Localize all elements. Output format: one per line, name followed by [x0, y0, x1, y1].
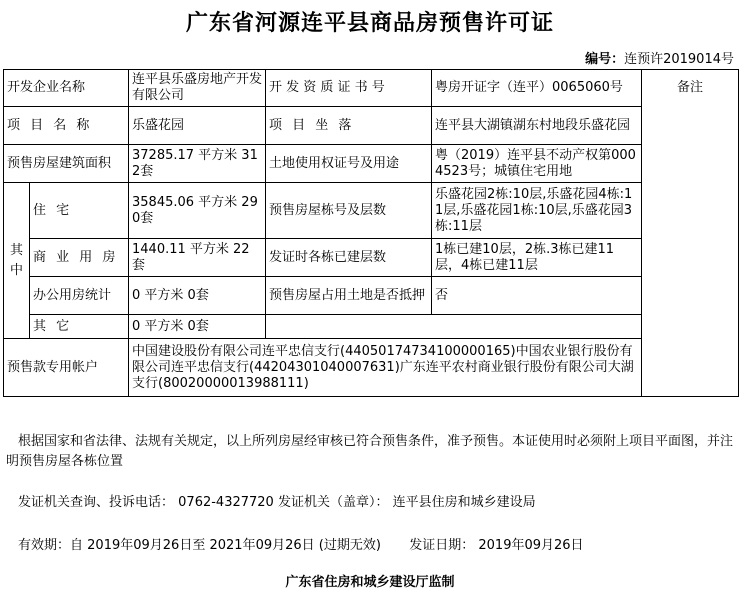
blank-cell	[266, 315, 642, 339]
table-row	[4, 339, 739, 397]
validity-line	[18, 534, 584, 553]
approval-note: 根据国家和省法律、法规有关规定，以上所列房屋经审核已符合预售条件，准予预售。本证使用时必须附上项目平面图，并注明预售房屋各栋位置	[6, 434, 734, 469]
issue-date-value: 2019年09月26日	[478, 538, 584, 553]
validity-label: 有效期：自	[18, 538, 84, 553]
land-cert-value: 粤（2019）连平县不动产权第0004523号；城镇住宅用地	[432, 145, 642, 183]
table-row	[4, 315, 739, 339]
authority-label: 发证机关（盖章）：	[277, 495, 389, 510]
other-label: 其 它	[30, 315, 129, 339]
phone-value: 0762-4327720	[178, 495, 274, 510]
certificate-table	[3, 69, 739, 397]
remark-label: 备注	[642, 70, 739, 397]
commercial-label: 商 业 用 房	[30, 239, 129, 277]
among-text: 其中	[10, 242, 24, 278]
mortgage-label: 预售房屋占用土地是否抵押	[266, 277, 432, 315]
validity-to: 至	[192, 538, 206, 553]
supervision-footer: 广东省住房和城乡建设厅监制	[285, 575, 455, 590]
other-value: 0 平方米 0套	[129, 315, 266, 339]
table-row	[4, 70, 739, 107]
project-location-value: 连平县大湖镇湖东村地段乐盛花园	[432, 107, 642, 145]
commercial-value: 1440.11 平方米 22套	[129, 239, 266, 277]
presale-area-value: 37285.17 平方米 312套	[129, 145, 266, 183]
developer-label: 开发企业名称	[4, 70, 129, 107]
phone-label: 发证机关查询、投诉电话：	[18, 495, 175, 510]
building-floors-label: 预售房屋栋号及层数	[266, 183, 432, 239]
presale-area-label: 预售房屋建筑面积	[4, 145, 129, 183]
validity-end: 2021年09月26日	[209, 538, 315, 553]
residential-value: 35845.06 平方米 290套	[129, 183, 266, 239]
table-row	[4, 239, 739, 277]
number-label: 编号：	[585, 52, 625, 67]
project-name-label: 项 目 名 称	[4, 107, 129, 145]
built-floors-value: 1栋已建10层，2栋.3栋已建11层，4栋已建11层	[432, 239, 642, 277]
built-floors-label: 发证时各栋已建层数	[266, 239, 432, 277]
office-label: 办公用房统计	[30, 277, 129, 315]
developer-value: 连平县乐盛房地产开发有限公司	[129, 70, 266, 107]
escrow-account-label: 预售款专用帐户	[4, 339, 129, 397]
escrow-account-value: 中国建设股份有限公司连平忠信支行(44050174734100000165)中国农业银行股份有限公司连平忠信支行(44204301040007631)广东连平农村商业银行股份有限公司大湖支行(80020000013988111)	[129, 339, 642, 397]
certificate-title: 广东省河源连平县商品房预售许可证	[185, 11, 554, 36]
among-label	[4, 183, 30, 339]
qualification-label: 开 发 资 质 证 书 号	[266, 70, 432, 107]
certificate-number	[585, 48, 734, 67]
mortgage-value: 否	[432, 277, 642, 315]
table-row	[4, 277, 739, 315]
table-row	[4, 107, 739, 145]
validity-expired: (过期无效)	[318, 538, 381, 553]
table-row	[4, 145, 739, 183]
office-value: 0 平方米 0套	[129, 277, 266, 315]
issue-date-label: 发证日期：	[409, 538, 475, 553]
table-row	[4, 183, 739, 239]
project-location-label: 项 目 坐 落	[266, 107, 432, 145]
qualification-value: 粤房开证字（连平）0065060号	[432, 70, 642, 107]
project-name-value: 乐盛花园	[129, 107, 266, 145]
number-value: 连预许2019014号	[624, 52, 734, 67]
building-floors-value: 乐盛花园2栋:10层,乐盛花园4栋:11层,乐盛花园1栋:10层,乐盛花园3栋:11层	[432, 183, 642, 239]
contact-line	[18, 491, 536, 510]
land-cert-label: 土地使用权证号及用途	[266, 145, 432, 183]
validity-start: 2019年09月26日	[87, 538, 193, 553]
residential-label: 住 宅	[30, 183, 129, 239]
authority-value: 连平县住房和城乡建设局	[392, 495, 536, 510]
